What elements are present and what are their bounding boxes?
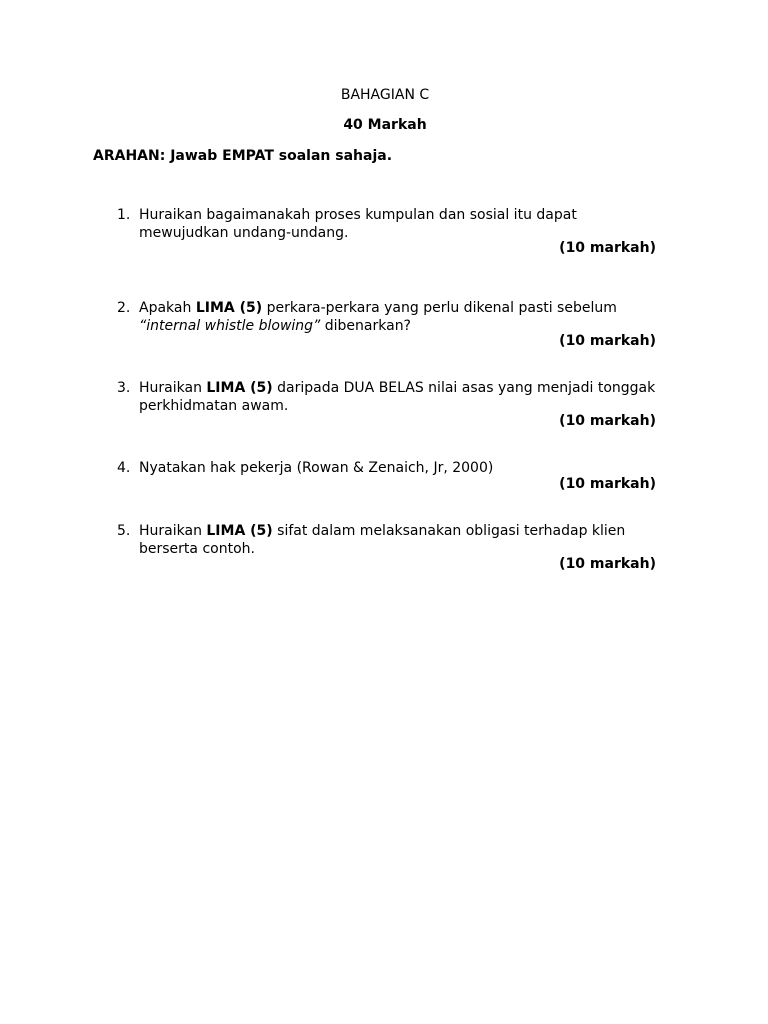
question-marks: (10 markah)	[559, 556, 656, 572]
question-line-1	[139, 379, 699, 397]
question-line-2: mewujudkan undang-undang.	[139, 225, 349, 241]
text-segment: Apakah	[139, 300, 196, 316]
question-line-2: perkhidmatan awam.	[139, 398, 289, 414]
question-text	[139, 522, 699, 558]
question-text	[139, 379, 699, 415]
instruction: ARAHAN: Jawab EMPAT soalan sahaja.	[93, 148, 393, 164]
question-line-1	[139, 522, 699, 540]
emphasis-text: LIMA (5)	[195, 300, 263, 316]
italic-term: “internal whistle blowing”	[139, 318, 321, 334]
total-marks: 40 Markah	[343, 117, 427, 133]
text-segment: sifat dalam melaksanakan obligasi terhadap klien	[272, 523, 626, 539]
question-text	[139, 206, 699, 242]
question-line-2: berserta contoh.	[139, 541, 255, 557]
text-segment: Huraikan	[139, 380, 207, 396]
question-line-1: Nyatakan hak pekerja (Rowan & Zenaich, Jr, 2000)	[139, 460, 494, 476]
question-line-1: Huraikan bagaimanakah proses kumpulan dan sosial itu dapat	[139, 207, 577, 223]
question-number: 4.	[117, 460, 131, 476]
question-marks: (10 markah)	[559, 476, 656, 492]
question-marks: (10 markah)	[559, 240, 656, 256]
section-title: BAHAGIAN C	[340, 87, 430, 103]
question-number: 1.	[117, 207, 131, 223]
text-segment: perkara-perkara yang perlu dikenal pasti sebelum	[262, 300, 617, 316]
question-number: 2.	[117, 300, 131, 316]
emphasis-text: LIMA (5)	[206, 523, 273, 539]
question-number: 5.	[117, 523, 131, 539]
text-segment: daripada DUA BELAS nilai asas yang menjadi tonggak	[272, 380, 656, 396]
question-marks: (10 markah)	[559, 413, 656, 429]
question-marks: (10 markah)	[559, 333, 656, 349]
text-segment: Huraikan	[139, 523, 207, 539]
question-line-1	[139, 299, 699, 317]
emphasis-text: LIMA (5)	[206, 380, 273, 396]
text-segment: dibenarkan?	[320, 318, 411, 334]
question-text	[139, 299, 699, 335]
question-number: 3.	[117, 380, 131, 396]
